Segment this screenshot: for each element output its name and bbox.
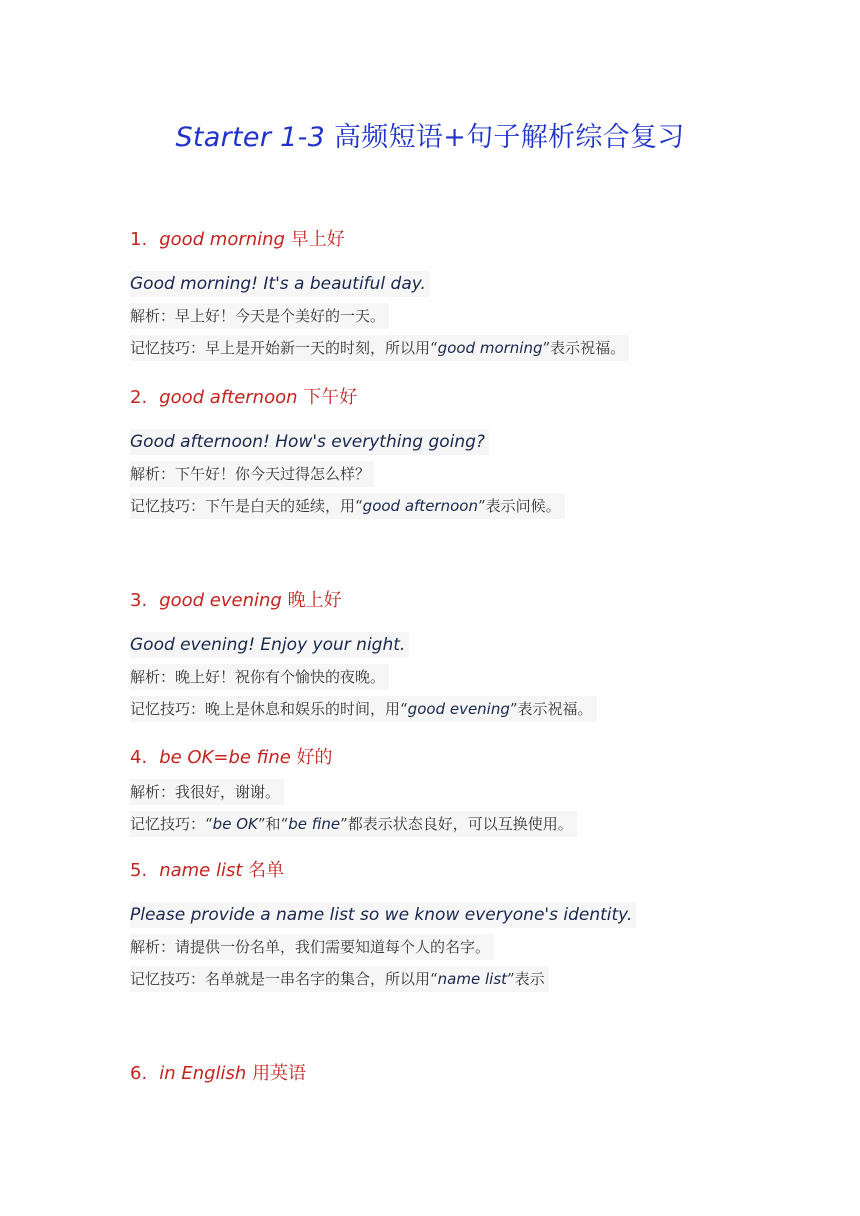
phrase-heading [130,385,565,411]
item-number: 1. [130,229,148,250]
phrase-english: name list [159,860,243,881]
phrase-chinese: 用英语 [252,1063,307,1084]
phrase-english: good evening [159,590,282,611]
phrase-item-1 [130,227,629,361]
memory-tip: 记忆技巧：名单就是一串名字的集合，所以用“name list”表示 [130,966,549,992]
analysis-text: 解析：早上好！今天是个美好的一天。 [130,303,389,329]
phrase-chinese: 早上好 [290,229,345,250]
item-number: 4. [130,747,148,768]
phrase-heading [130,858,636,884]
phrase-item-3 [130,588,597,722]
phrase-item-6 [130,1061,306,1087]
memory-tip: 记忆技巧：早上是开始新一天的时刻，所以用“good morning”表示祝福。 [130,335,629,361]
example-sentence: Please provide a name list so we know everyone's identity. [130,902,636,928]
phrase-english: in English [159,1063,247,1084]
example-sentence: Good morning! It's a beautiful day. [130,271,430,297]
item-number: 3. [130,590,148,611]
phrase-heading [130,588,597,614]
analysis-text: 解析：晚上好！祝你有个愉快的夜晚。 [130,664,389,690]
item-number: 2. [130,387,148,408]
page-title [0,118,860,158]
phrase-item-5 [130,858,636,992]
phrase-chinese: 好的 [296,747,333,768]
phrase-chinese: 下午好 [303,387,358,408]
example-sentence: Good evening! Enjoy your night. [130,632,409,658]
phrase-english: be OK=be fine [159,747,291,768]
phrase-item-2 [130,385,565,519]
memory-tip: 记忆技巧：下午是白天的延续，用“good afternoon”表示问候。 [130,493,565,519]
item-number: 6. [130,1063,148,1084]
phrase-chinese: 名单 [248,860,285,881]
phrase-english: good morning [159,229,285,250]
analysis-text: 解析：我很好，谢谢。 [130,779,284,805]
phrase-heading [130,1061,306,1087]
memory-tip: 记忆技巧：晚上是休息和娱乐的时间，用“good evening”表示祝福。 [130,696,597,722]
analysis-text: 解析：请提供一份名单，我们需要知道每个人的名字。 [130,934,494,960]
title-chinese: 高频短语+句子解析综合复习 [334,122,685,153]
phrase-heading [130,745,577,771]
title-english: Starter 1-3 [175,122,334,153]
phrase-item-4 [130,745,577,837]
analysis-text: 解析：下午好！你今天过得怎么样？ [130,461,374,487]
phrase-chinese: 晚上好 [287,590,342,611]
memory-tip: 记忆技巧：“be OK”和“be fine”都表示状态良好，可以互换使用。 [130,811,577,837]
item-number: 5. [130,860,148,881]
example-sentence: Good afternoon! How's everything going? [130,429,489,455]
phrase-heading [130,227,629,253]
phrase-english: good afternoon [159,387,298,408]
